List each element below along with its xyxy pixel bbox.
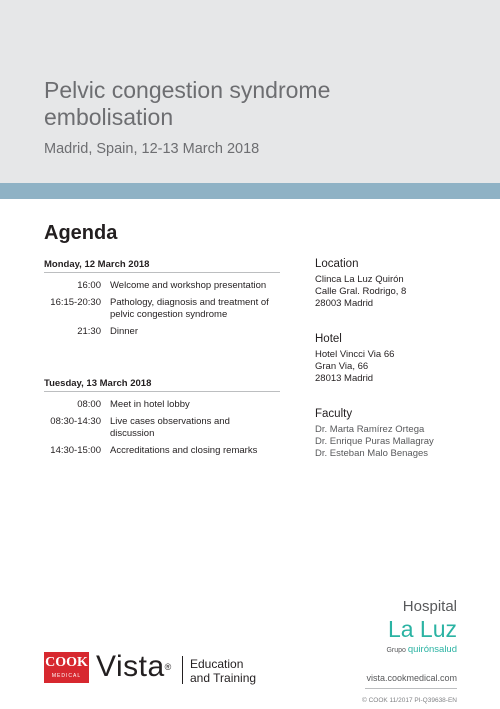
day-title: Tuesday, 13 March 2018 — [44, 378, 280, 392]
agenda-desc: Dinner — [110, 326, 138, 337]
agenda-heading: Agenda — [44, 222, 118, 244]
agenda-desc: Meet in hotel lobby — [110, 399, 190, 410]
hotel-line: Gran Via, 66 — [315, 361, 369, 372]
agenda-desc: Live cases observations and discussion — [110, 416, 230, 439]
location-line: Clinca La Luz Quirón — [315, 274, 404, 285]
agenda-day-tuesday — [44, 378, 280, 457]
agenda-row — [44, 326, 280, 338]
agenda-desc: Pathology, diagnosis and treatment of pelvic congestion syndrome — [110, 297, 269, 320]
location-heading: Location — [315, 258, 359, 270]
location-line: 28003 Madrid — [315, 298, 374, 309]
page-title: Pelvic congestion syndrome embolisation — [44, 77, 331, 130]
hospital-group — [386, 644, 457, 655]
hotel-line: Hotel Vincci Via 66 — [315, 349, 395, 360]
agenda-time: 16:00 — [77, 280, 101, 291]
header-panel — [0, 0, 500, 183]
faculty-heading: Faculty — [315, 408, 353, 420]
footer-divider — [365, 688, 457, 689]
hospital-name: La Luz — [387, 616, 457, 642]
vista-divider — [182, 656, 183, 684]
quironsalud-label: quirónsalud — [407, 644, 457, 655]
agenda-time: 16:15-20:30 — [50, 297, 101, 308]
vista-word: Vista — [96, 650, 165, 683]
agenda-time: 14:30-15:00 — [50, 445, 101, 456]
location-line: Calle Gral. Rodrigo, 8 — [315, 286, 407, 297]
education-training-label — [190, 657, 256, 685]
agenda-desc: Accreditations and closing remarks — [110, 445, 258, 456]
day-title: Monday, 12 March 2018 — [44, 259, 280, 273]
agenda-row — [44, 416, 280, 440]
grupo-label: Grupo — [386, 647, 406, 654]
registered-mark: ® — [164, 662, 172, 672]
vista-logo — [96, 650, 172, 684]
faculty-line: Dr. Esteban Malo Benages — [315, 448, 429, 459]
location-section — [315, 258, 485, 310]
copyright-text: © COOK 11/2017 PI-Q39638-EN — [362, 697, 457, 704]
agenda-row — [44, 445, 280, 457]
cook-logo-sub: MEDICAL — [51, 673, 82, 679]
faculty-line: Dr. Marta Ramírez Ortega — [315, 424, 425, 435]
website-url[interactable]: vista.cookmedical.com — [366, 673, 457, 683]
hotel-section — [315, 333, 485, 385]
agenda-time: 21:30 — [77, 326, 101, 337]
hospital-la-luz-logo — [386, 598, 457, 655]
cook-medical-logo — [44, 652, 89, 683]
page-subtitle: Madrid, Spain, 12-13 March 2018 — [44, 141, 260, 157]
agenda-day-monday — [44, 259, 280, 338]
agenda-row — [44, 297, 280, 321]
agenda-desc: Welcome and workshop presentation — [110, 280, 267, 291]
edu-line-2: and Training — [190, 671, 257, 685]
hotel-heading: Hotel — [315, 333, 342, 345]
agenda-row — [44, 280, 280, 292]
agenda-row — [44, 399, 280, 411]
faculty-line: Dr. Enrique Puras Mallagray — [315, 436, 434, 447]
header-band — [0, 183, 500, 199]
hotel-line: 28013 Madrid — [315, 373, 374, 384]
faculty-section — [315, 408, 485, 460]
cook-logo-word: COOK — [45, 655, 88, 670]
hospital-word: Hospital — [402, 598, 457, 615]
edu-line-1: Education — [190, 657, 244, 671]
agenda-time: 08:30-14:30 — [50, 416, 101, 427]
agenda-time: 08:00 — [77, 399, 101, 410]
